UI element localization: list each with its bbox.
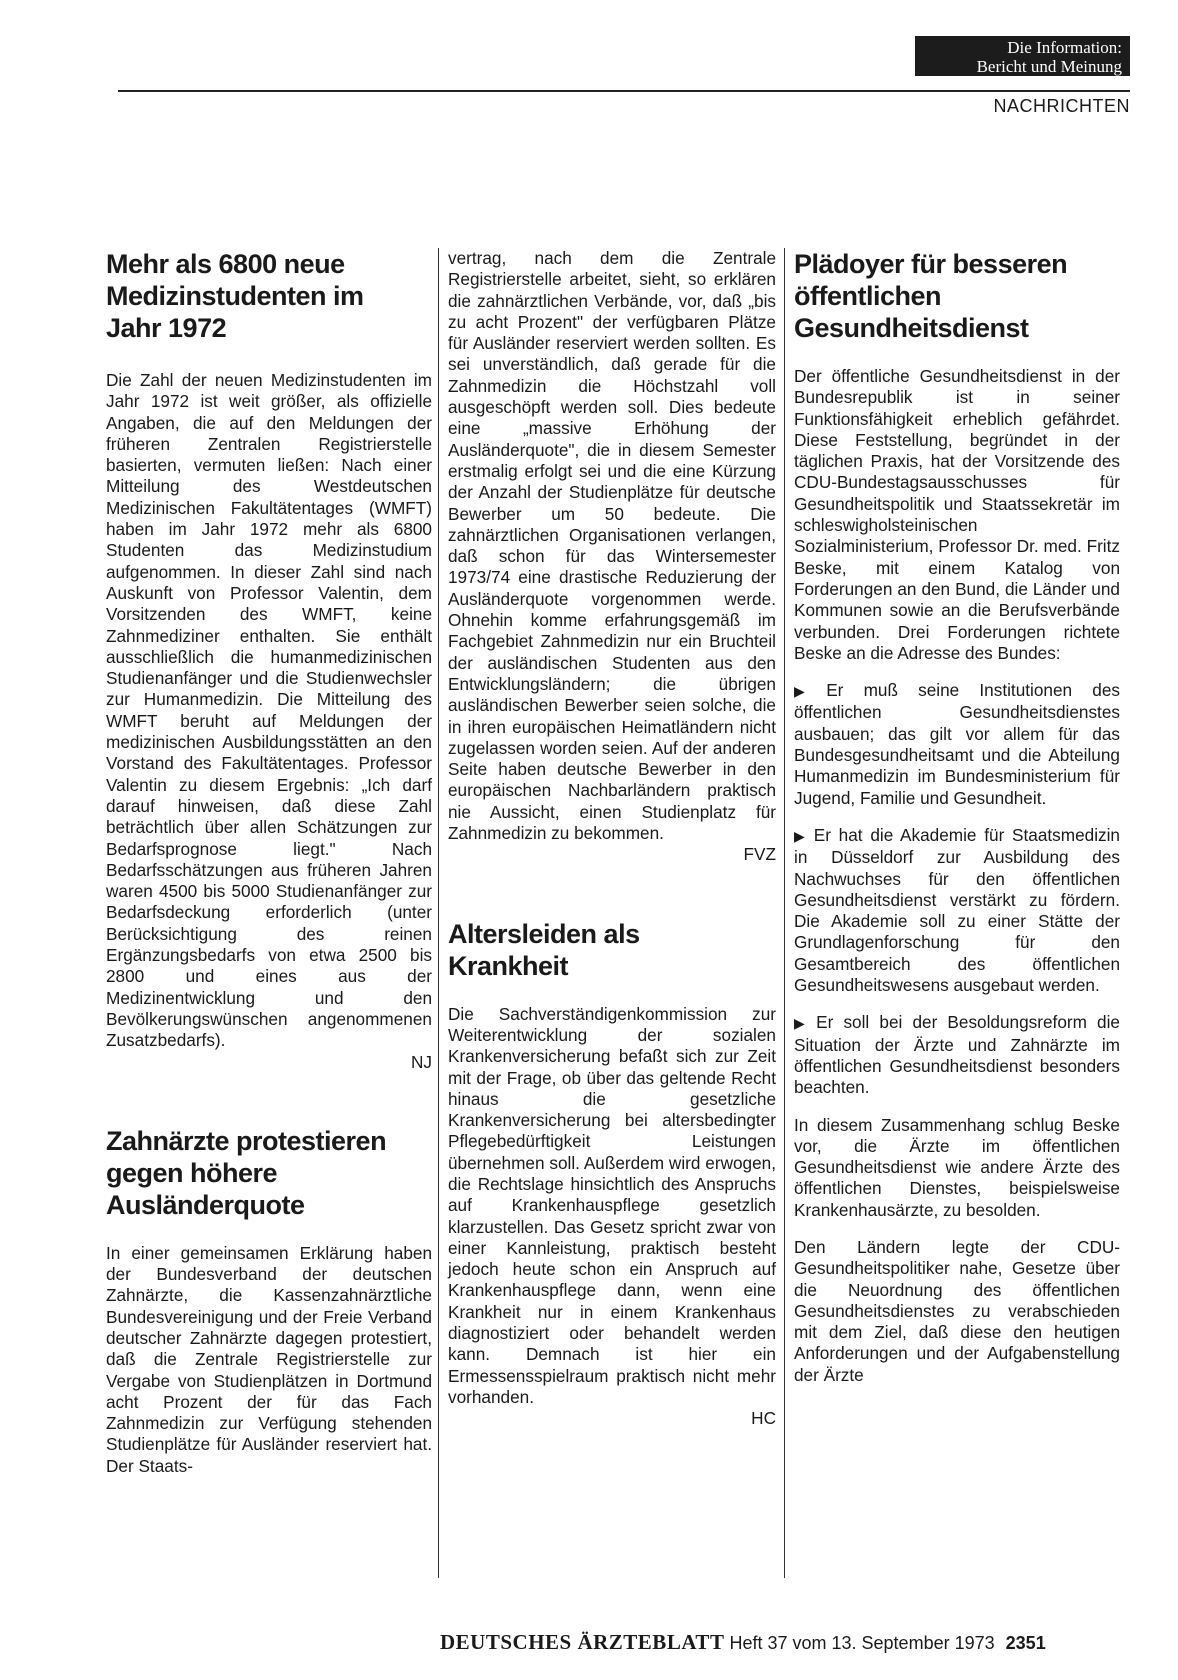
issue-info: Heft 37 vom 13. September 1973: [729, 1633, 995, 1653]
article1-body: Die Zahl der neuen Medizinstudenten im Jahr 1972 ist weit größer, als offizielle Angaben, die auf den Meldungen der früheren Zentralen Registrierstelle basierten, vermuten ließen: Nach einer Mitteilung des Westdeutschen Medizinischen Fakultätentages (WMFT) haben im Jahr 1972 mehr als 6800 Studenten das Medizinstudium aufgenommen. In dieser Zahl sind nach Auskunft von Professor Valentin, dem Vorsitzenden des WMFT, keine Zahnmediziner enthalten. Sie enthält ausschließlich die humanmedizinischen Studienanfänger und die Studienwechsler zur Humanmedizin. Die Mitteilung des WMFT beruht auf Meldungen der medizinischen Ausbildungsstätten an den Vorstand des Fakultätentages. Professor Valentin zu diesem Ergebnis: „Ich darf darauf hinweisen, daß diese Zahl beträchtlich über allen Schätzungen zur Bedarfsprognose liegt." Nach Bedarfsschätzungen aus früheren Jahren waren 4500 bis 5000 Studienanfänger zur Bedarfsdeckung erforderlich (unter Berücksichtigung des reinen Ergänzungsbedarfs von etwa 2500 bis 2800 und eines aus der Medizinentwicklung und den Bevölkerungswünschen angenommenen Zusatzbedarfs).: [106, 370, 432, 1051]
article3-title: Altersleiden als Krankheit: [448, 918, 640, 981]
page-footer: [440, 1630, 1140, 1655]
article4-bullet-1: ▶ Er muß seine Institutionen des öffentlichen Gesundheitsdienstes ausbauen; das gilt vor allem für das Bundesgesundheitsamt und die Abteilung Humanmedizin im Bundesministerium für Jugend, Familie und Gesundheit.: [794, 680, 1120, 809]
article4-intro: Der öffentliche Gesundheitsdienst in der Bundesrepublik ist in seiner Funktionsfähigkeit erheblich gefährdet. Diese Feststellung, begründet in der täglichen Praxis, hat der Vorsitzende des CDU-Bundestagsausschusses für Gesundheitspolitik und Staatssekretär im schleswigholsteinischen Sozialministerium, Professor Dr. med. Fritz Beske, mit einem Katalog von Forderungen an den Bund, die Länder und Kommunen sowie an die Berufsverbände verbunden. Drei Forderungen richtete Beske an die Adresse des Bundes:: [794, 366, 1120, 663]
article4-bullet-2: ▶ Er hat die Akademie für Staatsmedizin in Düsseldorf zur Ausbildung des Nachwuchses für den öffentlichen Gesundheitsdienst verstärkt zu fördern. Die Akademie soll zu einer Stätte der Grundlagenforschung für den Gesamtbereich des öffentlichen Gesundheitswesens ausgebaut werden.: [794, 825, 1120, 996]
article2-body-part2: vertrag, nach dem die Zentrale Registrierstelle arbeitet, sieht, so erklären die zahnärztlichen Verbände, vor, daß „bis zu acht Prozent" der verfügbaren Plätze für Ausländer reserviert werden sollten. Es sei unverständlich, daß gerade für die Zahnmedizin die Höchstzahl voll ausgeschöpft werden soll. Dies bedeute eine „massive Erhöhung der Ausländerquote", die in diesem Semester erstmalig erfolgt sei und die eine Kürzung der Anzahl der Studienplätze für deutsche Bewerber um 50 bedeute. Die zahnärztlichen Organisationen verlangen, daß schon für das Wintersemester 1973/74 eine drastische Reduzierung der Ausländerquote vorgenommen werde. Ohnehin komme erfahrungsgemäß im Fachgebiet Zahnmedizin nur ein Bruchteil der ausländischen Studenten aus den Entwicklungsländern; die übrigen ausländischen Bewerber seien solche, die in ihren europäischen Heimatländern nicht zugelassen worden seien. Auf der anderen Seite haben deutsche Bewerber in den europäischen Nachbarländern praktisch nie Aussicht, einen Studienplatz für Zahnmedizin zu bekommen.: [448, 248, 776, 844]
article4-title: Plädoyer für besseren öffentlichen Gesundheitsdienst: [794, 249, 1068, 343]
column-divider-1: [438, 248, 439, 1578]
header-rule: [118, 90, 1130, 92]
column-1: [106, 248, 432, 1477]
article1-signature: NJ: [410, 1051, 432, 1072]
publication-name: DEUTSCHES ÄRZTEBLATT: [440, 1630, 725, 1654]
column-2: [448, 248, 776, 1430]
article2-body-part1: In einer gemeinsamen Erklärung haben der Bundesverband der deutschen Zahnärzte, die Kassenzahnärztliche Bundesvereinigung und der Freie Verband deutscher Zahnärzte dagegen protestiert, daß die Zentrale Registrierstelle zur Vergabe von Studienplätzen in Dortmund acht Prozent der für das Fach Zahnmedizin zur Verfügung stehenden Studienplätze für Ausländer reserviert hat. Der Staats-: [106, 1242, 432, 1476]
section-label: NACHRICHTEN: [993, 96, 1130, 116]
article3-signature: HC: [751, 1408, 776, 1429]
article2-signature: FVZ: [743, 844, 776, 865]
article4-bullet-3: ▶ Er soll bei der Besoldungsreform die Situation der Ärzte und Zahnärzte im öffentlichen Gesundheitsdienst besonders beachten.: [794, 1012, 1120, 1098]
rubric-line-1: Die Information:: [1007, 38, 1122, 57]
article4-paragraph-3: Den Ländern legte der CDU-Gesundheitspolitiker nahe, Gesetze über die Neuordnung des öffentlichen Gesundheitsdienstes zu verabschieden mit dem Ziel, daß diese den heutigen Anforderungen und der Aufgabenstellung der Ärzte: [794, 1236, 1120, 1385]
column-3: [794, 248, 1120, 1386]
article4-paragraph-2: In diesem Zusammenhang schlug Beske vor, die Ärzte im öffentlichen Gesundheitsdienst wie andere Ärzte des öffentlichen Dienstes, beispielsweise Krankenhausärzte, zu besolden.: [794, 1114, 1120, 1220]
rubric-line-2: Bericht und Meinung: [976, 57, 1122, 76]
rubric-badge: [915, 36, 1130, 76]
article1-title: Mehr als 6800 neue Medizinstudenten im Jahr 1972: [106, 249, 364, 343]
article3-body: Die Sachverständigenkommission zur Weiterentwicklung der sozialen Krankenversicherung befaßt sich zur Zeit mit der Frage, ob über das geltende Recht hinaus die gesetzliche Krankenversicherung bei altersbedingter Pflegebedürftigkeit Leistungen übernehmen soll. Außerdem wird erwogen, die Rechtslage hinsichtlich des Anspruchs auf Krankenhauspflege gesetzlich klarzustellen. Das Gesetz spricht zwar von einer Kannleistung, praktisch besteht jedoch heute schon ein Anspruch auf Krankenhauspflege dann, wenn eine Krankheit nur in einem Krankenhaus diagnostiziert oder behandelt werden kann. Demnach ist hier ein Ermessensspielraum praktisch nicht mehr vorhanden.: [448, 1003, 776, 1407]
article2-title: Zahnärzte protestieren gegen höhere Ausländerquote: [106, 1125, 387, 1220]
column-divider-2: [784, 248, 785, 1578]
page-number: 2351: [1005, 1633, 1046, 1653]
